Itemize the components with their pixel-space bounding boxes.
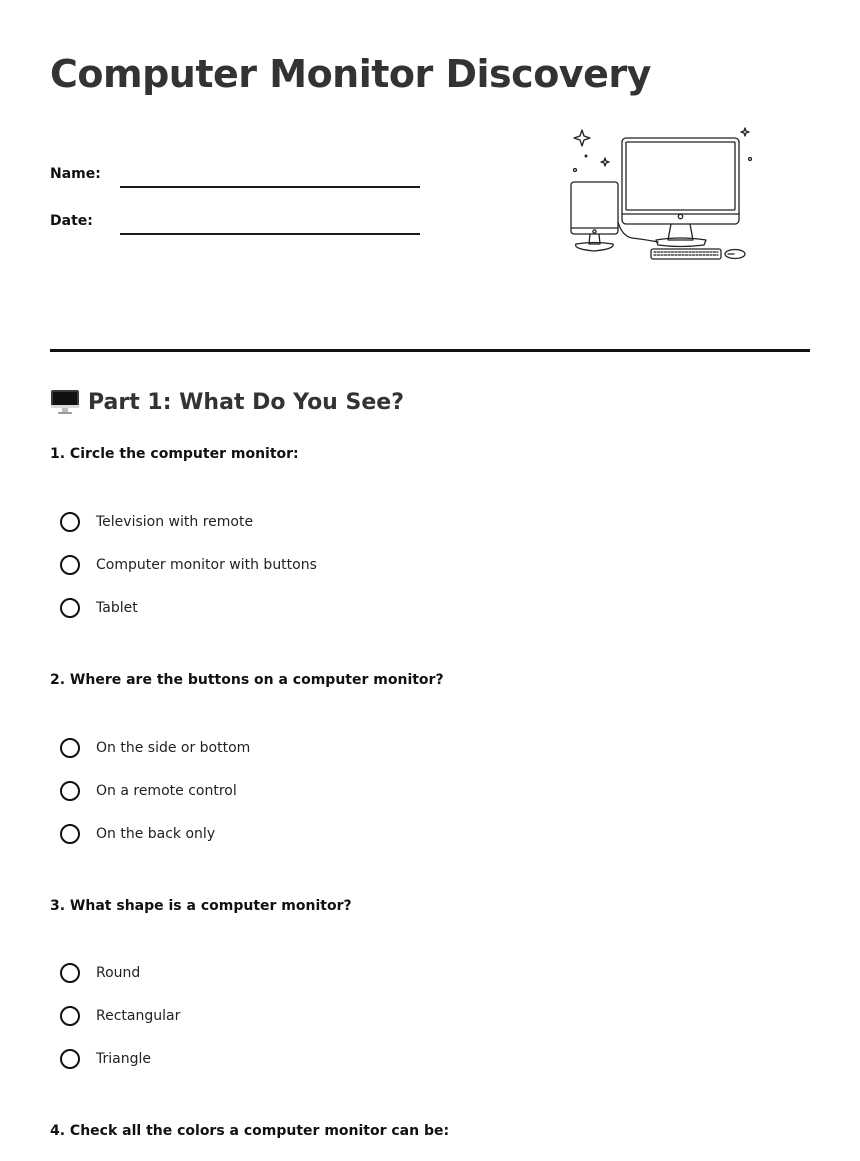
desktop-computer-icon: [50, 388, 80, 416]
option-label: Triangle: [96, 1051, 151, 1067]
radio-circle[interactable]: [60, 963, 80, 983]
option-on-the-back-only[interactable]: [60, 821, 215, 847]
radio-circle[interactable]: [60, 512, 80, 532]
name-label: Name:: [50, 166, 101, 182]
option-round[interactable]: [60, 960, 140, 986]
option-rectangular[interactable]: [60, 1003, 180, 1029]
radio-circle[interactable]: [60, 738, 80, 758]
radio-circle[interactable]: [60, 781, 80, 801]
option-on-the-side-or-bottom[interactable]: [60, 735, 250, 761]
option-computer-monitor-with-buttons[interactable]: [60, 552, 317, 578]
section-heading-text: Part 1: What Do You See?: [88, 389, 404, 415]
question-2: 2. Where are the buttons on a computer monitor?: [50, 672, 444, 688]
option-tablet[interactable]: [60, 595, 138, 621]
option-label: On the back only: [96, 826, 216, 842]
option-label: Round: [96, 965, 141, 981]
radio-circle[interactable]: [60, 824, 80, 844]
question-1: 1. Circle the computer monitor:: [50, 446, 299, 462]
date-input-line[interactable]: [120, 233, 420, 235]
radio-circle[interactable]: [60, 555, 80, 575]
page-title: Computer Monitor Discovery: [50, 52, 651, 96]
section-divider: [50, 349, 810, 352]
option-triangle[interactable]: [60, 1046, 151, 1072]
option-on-a-remote-control[interactable]: [60, 778, 237, 804]
computer-monitor-illustration: [568, 124, 752, 266]
name-field[interactable]: [50, 164, 420, 188]
date-field[interactable]: [50, 211, 420, 235]
option-label: On a remote control: [96, 783, 237, 799]
option-label: Television with remote: [96, 514, 254, 530]
radio-circle[interactable]: [60, 1006, 80, 1026]
question-3: 3. What shape is a computer monitor?: [50, 898, 352, 914]
radio-circle[interactable]: [60, 1049, 80, 1069]
option-label: Computer monitor with buttons: [96, 557, 317, 573]
section-heading: [50, 388, 404, 416]
question-4: 4. Check all the colors a computer monitor can be:: [50, 1123, 450, 1139]
option-television-with-remote[interactable]: [60, 509, 253, 535]
option-label: On the side or bottom: [96, 740, 251, 756]
date-label: Date:: [50, 213, 93, 229]
option-label: Tablet: [96, 600, 138, 616]
radio-circle[interactable]: [60, 598, 80, 618]
option-label: Rectangular: [96, 1008, 181, 1024]
name-input-line[interactable]: [120, 186, 420, 188]
